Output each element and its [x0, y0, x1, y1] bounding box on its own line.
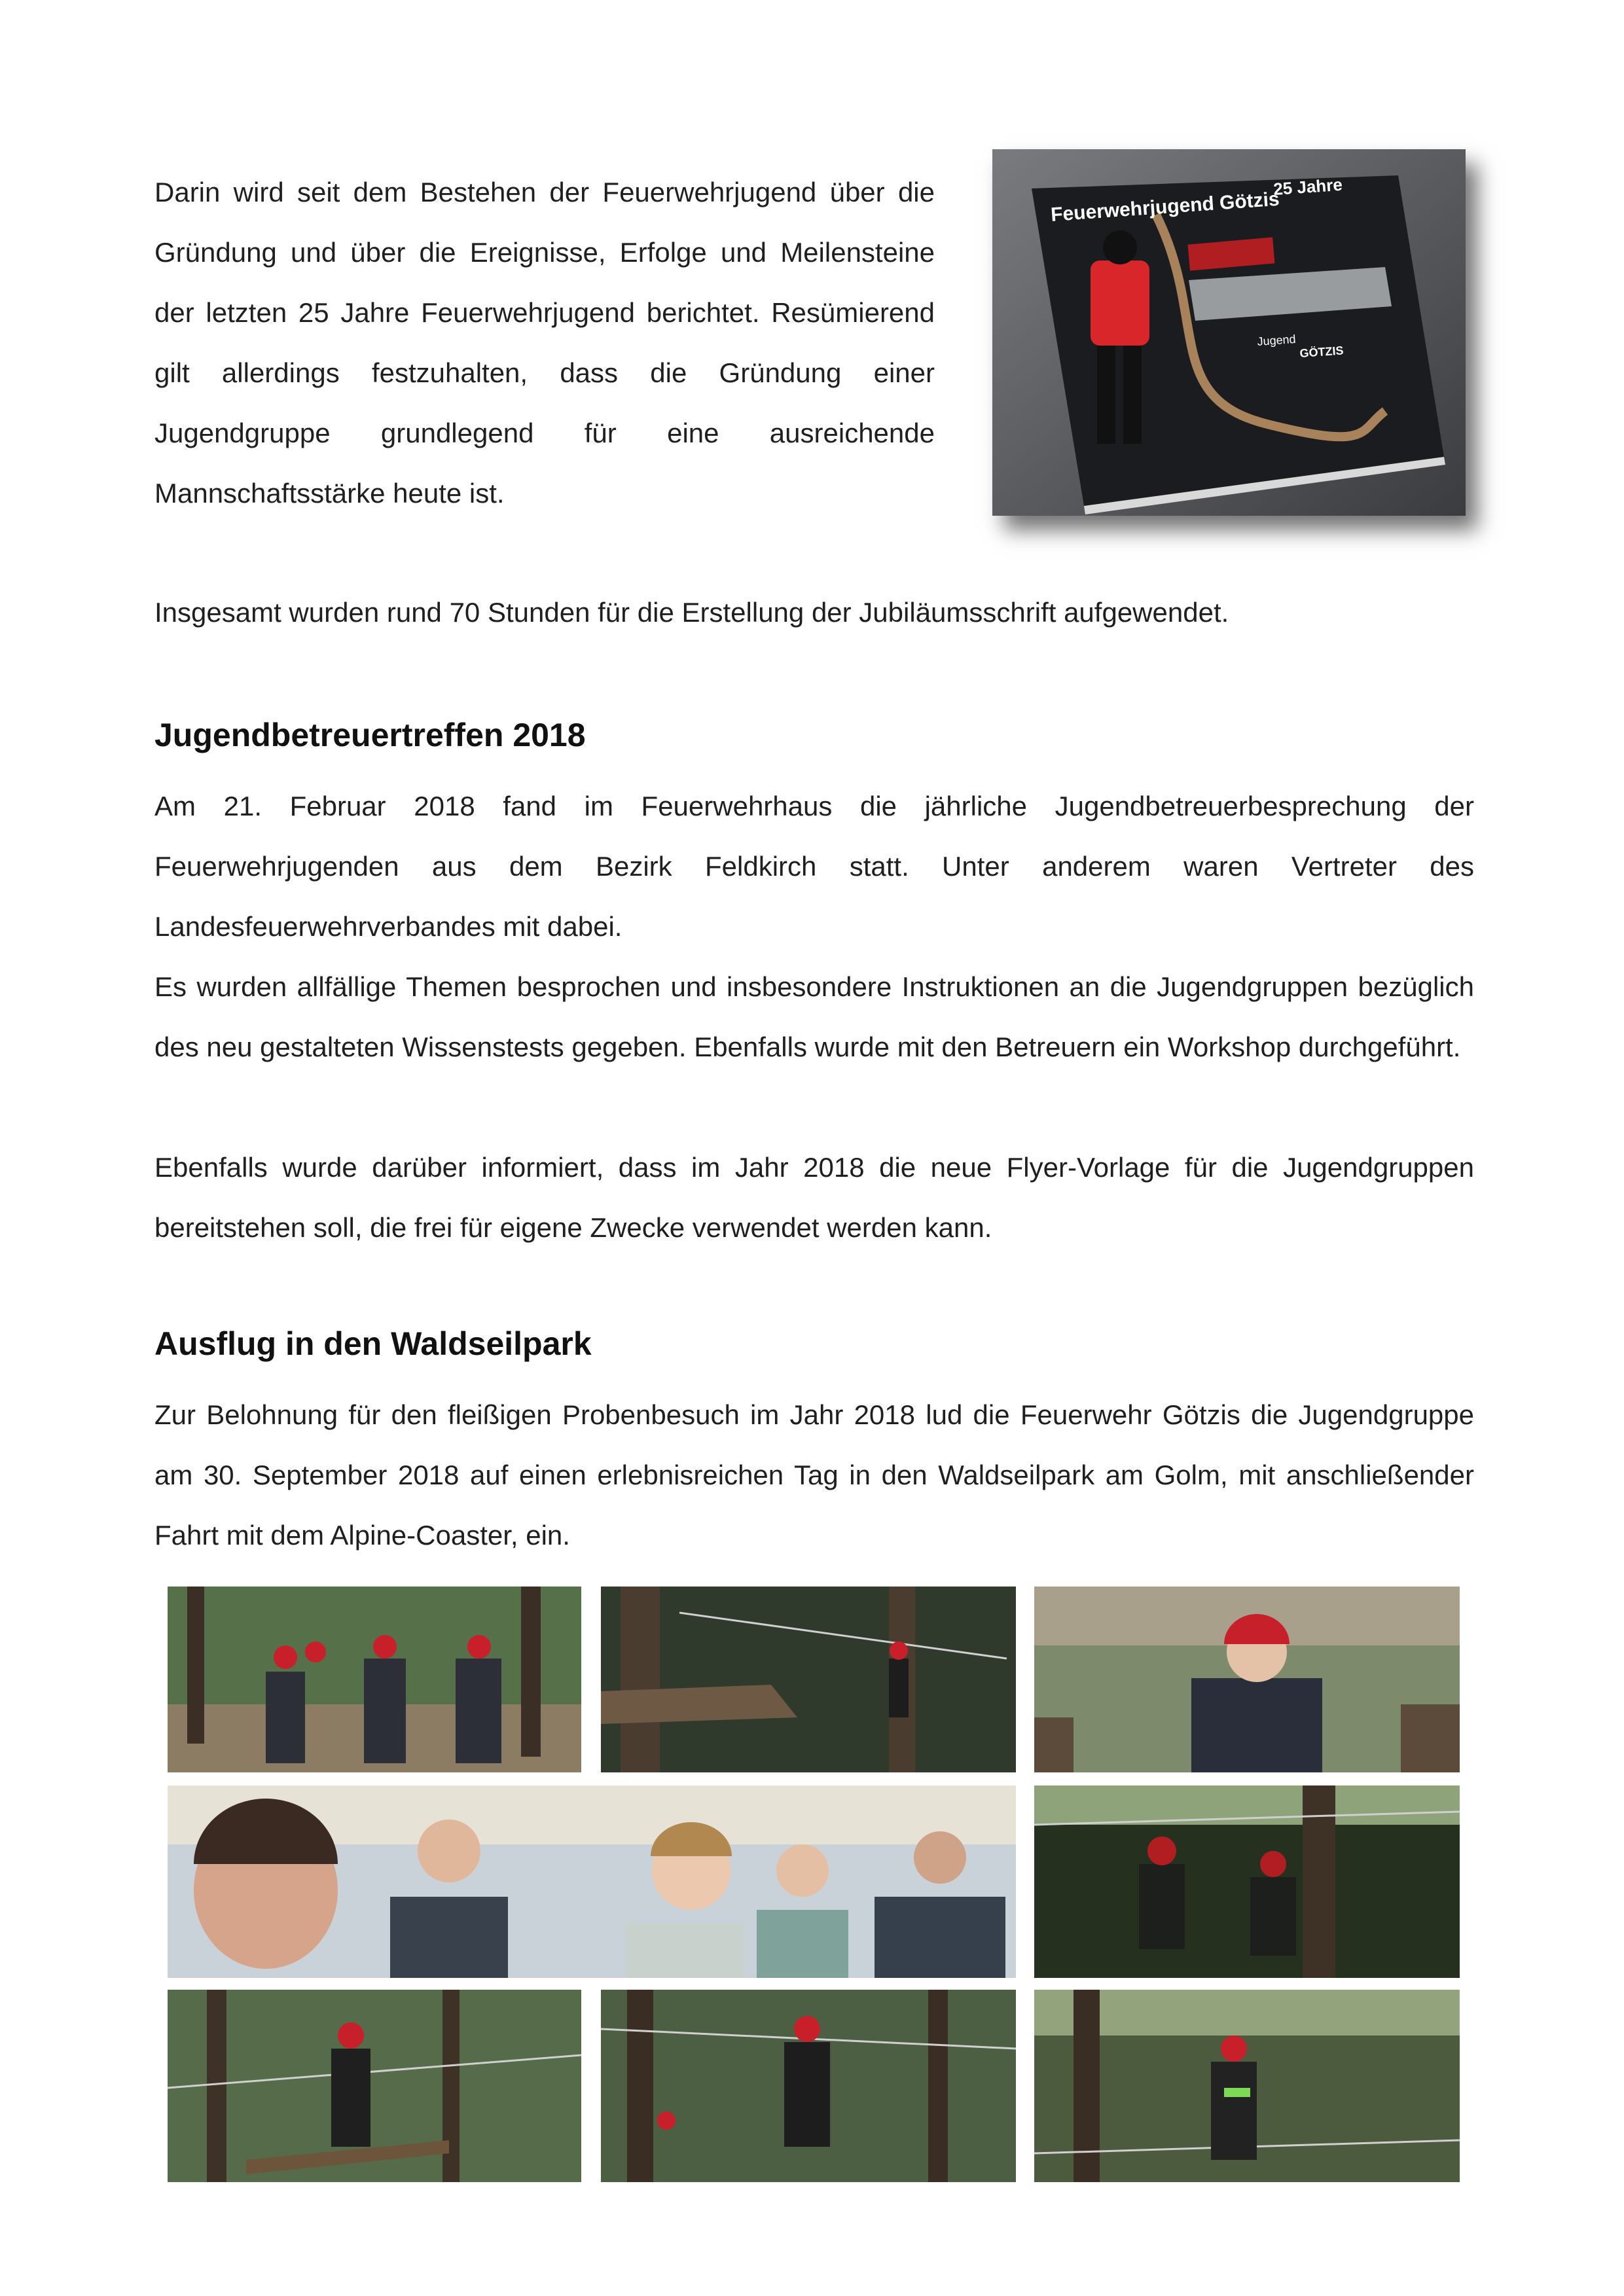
photo-rope-course-4 [601, 1990, 1016, 2182]
photo-rope-course-1 [601, 1587, 1016, 1772]
section1-paragraph-2: Es wurden allfällige Themen besprochen und insbesondere Instruktionen an die Jugendgruppen bezüglich des neu gestalteten Wissenstests gegeben. Ebenfalls wurde mit den Betreuern ein Workshop durchgeführt. [154, 971, 1474, 1062]
book-cover-photo [992, 149, 1466, 516]
book-title-line1: 25 Jahre [1272, 174, 1343, 199]
section-heading-waldseilpark: Ausflug in den Waldseilpark [154, 1325, 592, 1362]
section2-paragraph-1: Zur Belohnung für den fleißigen Probenbesuch im Jahr 2018 lud die Feuerwehr Götzis die Jugendgruppe am 30. September 2018 auf einen erlebnisreichen Tag in den Waldseilpark am Golm, mit anschließender Fahrt mit dem Alpine-Coaster, ein. [154, 1399, 1474, 1551]
intro-paragraph: Darin wird seit dem Bestehen der Feuerwehrjugend über die Gründung und über die Ereignisse, Erfolge und Meilensteine der letzten 25 Jahre Feuerwehrjugend berichtet. Resümierend gilt allerdings festzuhalten, dass die Gründung einer Jugendgruppe grundlegend für eine ausreichende Mannschaftsstärke heute ist. [154, 177, 935, 509]
section1-paragraph-1: Am 21. Februar 2018 fand im Feuerwehrhaus die jährliche Jugendbetreuerbesprechung der Feuerwehrjugenden aus dem Bezirk Feldkirch statt. Unter anderem waren Vertreter des Landesfeuerwehrverbandes mit dabei. [154, 791, 1474, 942]
photo-rope-course-5 [1034, 1990, 1460, 2182]
book-logo-top: Jugend [1256, 332, 1297, 348]
photo-portrait-helmet [1034, 1587, 1460, 1772]
photo-group-selfie [168, 1785, 1016, 1978]
hours-sentence: Insgesamt wurden rund 70 Stunden für die Erstellung der Jubiläumsschrift aufgewendet. [154, 597, 1229, 628]
book-title-line2: Feuerwehrjugend Götzis [1050, 188, 1280, 226]
book-logo-bottom: GÖTZIS [1299, 344, 1344, 360]
photo-rope-course-3 [168, 1990, 581, 2182]
section1-paragraph-3: Ebenfalls wurde darüber informiert, dass im Jahr 2018 die neue Flyer-Vorlage für die Jugendgruppen bereitstehen soll, die frei für eigene Zwecke verwendet werden kann. [154, 1152, 1474, 1243]
section-heading-jugendbetreuertreffen: Jugendbetreuertreffen 2018 [154, 717, 586, 753]
photo-group-forest [168, 1587, 581, 1772]
photo-rope-course-2 [1034, 1785, 1460, 1978]
